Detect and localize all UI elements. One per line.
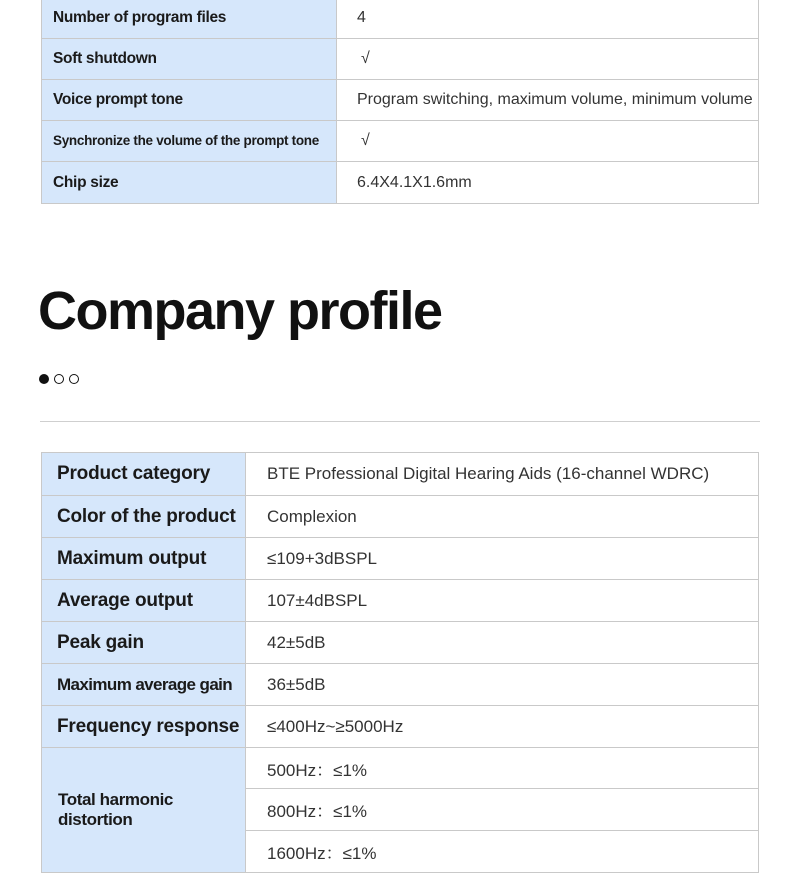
- row-label: Chip size: [42, 162, 337, 204]
- row-value: ≤400Hz~≥5000Hz: [246, 706, 759, 748]
- carousel-dot-2[interactable]: [54, 374, 64, 384]
- row-value: 36±5dB: [246, 664, 759, 706]
- row-label: Number of program files: [42, 0, 337, 39]
- table-row: [42, 622, 759, 664]
- row-value: 800Hz：≤1%: [246, 789, 759, 831]
- row-label: Soft shutdown: [42, 39, 337, 80]
- row-value: Complexion: [246, 496, 759, 538]
- spec-table-bottom: [41, 452, 759, 873]
- table-row: [42, 664, 759, 706]
- table-row: [42, 580, 759, 622]
- carousel-dot-1[interactable]: [39, 374, 49, 384]
- table-row: [42, 538, 759, 580]
- row-label: Average output: [42, 580, 246, 622]
- row-value: ≤109+3dBSPL: [246, 538, 759, 580]
- table-row: [42, 706, 759, 748]
- table-row: [42, 39, 759, 80]
- spec-table-top: [41, 0, 759, 204]
- table-row: [42, 748, 759, 789]
- row-value: Program switching, maximum volume, minimum volume: [337, 80, 759, 121]
- row-label: Peak gain: [42, 622, 246, 664]
- row-value: 107±4dBSPL: [246, 580, 759, 622]
- row-label: Maximum average gain: [42, 664, 246, 706]
- row-value: 4: [337, 0, 759, 39]
- table-row: [42, 0, 759, 39]
- table-row: [42, 453, 759, 496]
- table-row: [42, 162, 759, 204]
- row-label: Maximum output: [42, 538, 246, 580]
- table-row: [42, 496, 759, 538]
- row-value: 500Hz：≤1%: [246, 748, 759, 789]
- carousel-pagination: [39, 374, 79, 384]
- row-label: Synchronize the volume of the prompt tone: [42, 121, 337, 162]
- row-value: 1600Hz：≤1%: [246, 831, 759, 873]
- table-row: [42, 80, 759, 121]
- row-label: Frequency response: [42, 706, 246, 748]
- row-value: BTE Professional Digital Hearing Aids (16-channel WDRC): [246, 453, 759, 496]
- row-label: Color of the product: [42, 496, 246, 538]
- row-label: Total harmonic distortion: [42, 748, 246, 873]
- row-label: Voice prompt tone: [42, 80, 337, 121]
- checkmark-value: √: [337, 39, 759, 80]
- section-title: Company profile: [38, 281, 442, 341]
- table-row: [42, 121, 759, 162]
- checkmark-value: √: [337, 121, 759, 162]
- divider: [40, 421, 760, 422]
- row-value: 42±5dB: [246, 622, 759, 664]
- row-label: Product category: [42, 453, 246, 496]
- carousel-dot-3[interactable]: [69, 374, 79, 384]
- row-value: 6.4X4.1X1.6mm: [337, 162, 759, 204]
